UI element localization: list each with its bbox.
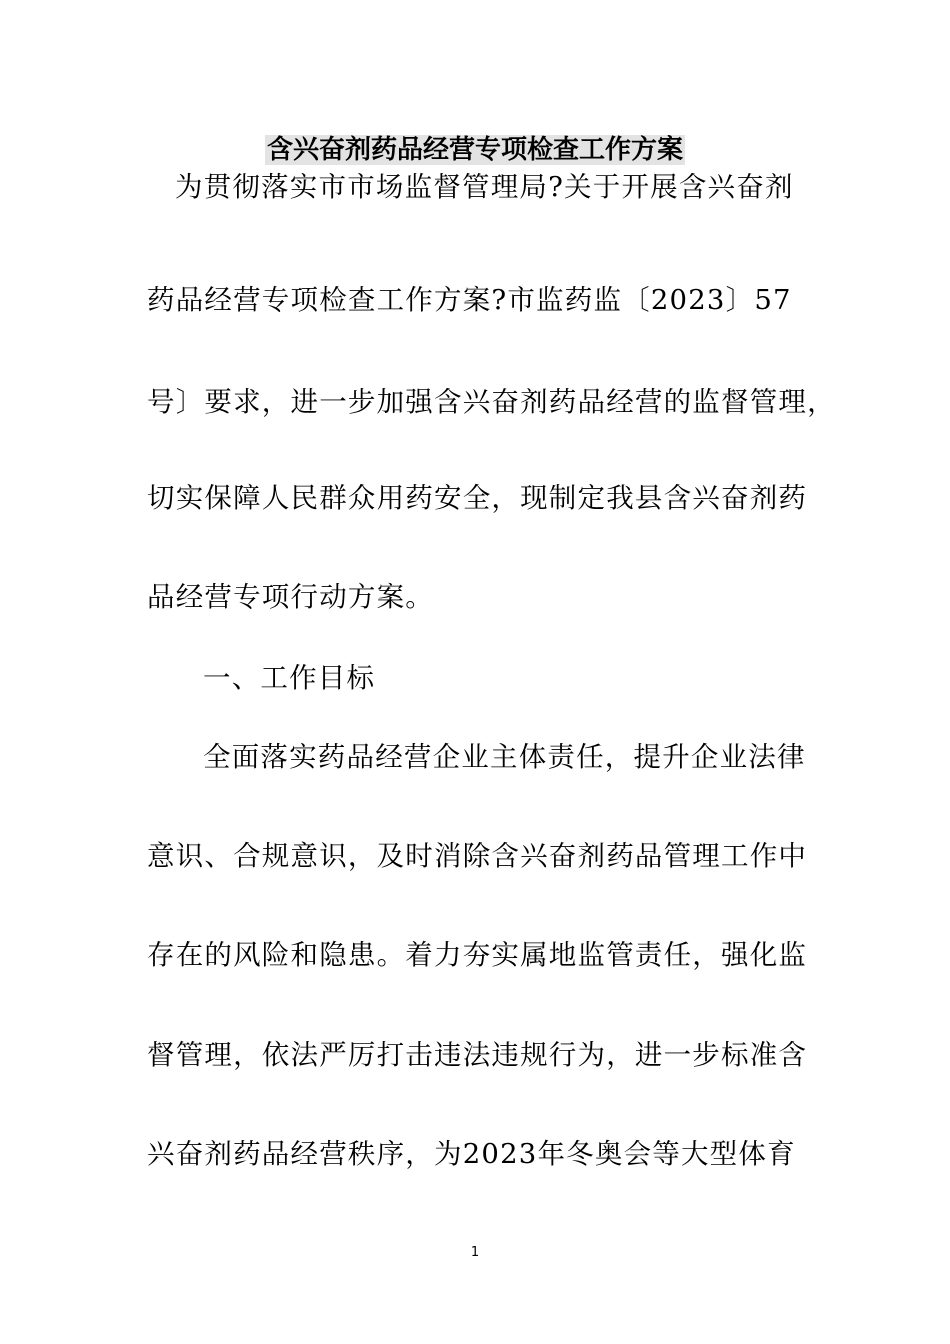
page-title-text: 含兴奋剂药品经营专项检查工作方案 [266,135,683,165]
paragraph-line-7: 意识、合规意识，及时消除含兴奋剂药品管理工作中 [147,840,808,872]
paragraph-line-1: 为贯彻落实市市场监督管理局?关于开展含兴奋剂 [175,171,794,203]
paragraph-line-8: 存在的风险和隐患。着力夯实属地监管责任，强化监 [147,939,808,971]
paragraph-line-5: 品经营专项行动方案。 [147,581,434,613]
paragraph-line-4: 切实保障人民群众用药安全，现制定我县含兴奋剂药 [147,482,808,514]
paragraph-line-9: 督管理，依法严厉打击违法违规行为，进一步标准含 [147,1039,808,1071]
paragraph-line-6: 全面落实药品经营企业主体责任，提升企业法律 [203,741,806,773]
paragraph-line-2: 药品经营专项检查工作方案?市监药监〔2023〕57 [147,284,792,316]
paragraph-line-3: 号〕要求，进一步加强含兴奋剂药品经营的监督管理， [147,386,836,418]
paragraph-line-10: 兴奋剂药品经营秩序，为2023年冬奥会等大型体育 [147,1138,796,1170]
section-heading: 一、工作目标 [203,662,376,694]
page-number: 1 [470,1245,480,1260]
page-title [0,130,950,170]
